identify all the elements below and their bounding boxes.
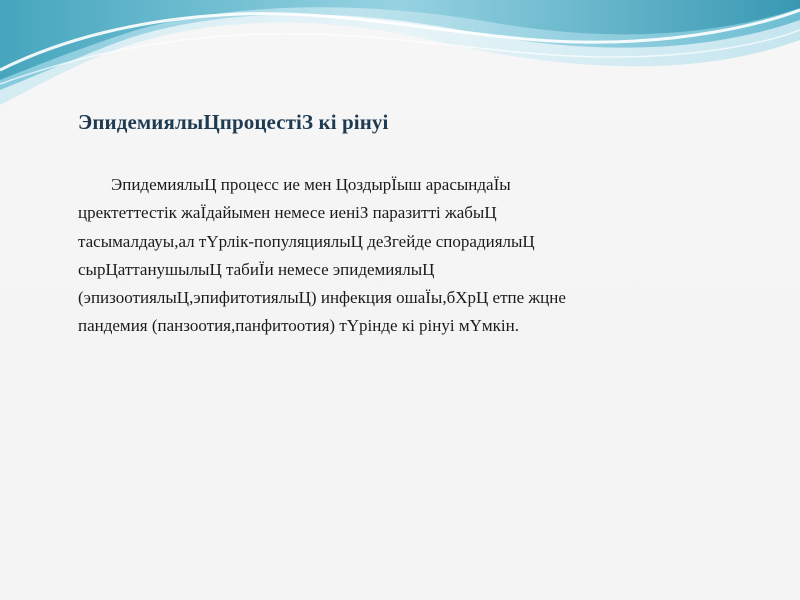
body-line: (эпизоотиялыЦ,эпифитотиялыЦ) инфекция ошаЇы,бХрЦ етпе жцне <box>78 288 566 308</box>
body-line: сырЦаттанушылыЦ табиЇи немесе эпидемиялыЦ <box>78 259 435 279</box>
slide-body-text <box>78 171 718 341</box>
body-line: ЭпидемиялыЦ процесс ие мен ЦоздырЇыш арасындаЇы <box>111 175 511 194</box>
body-line: тасымалдауы,ал тҮрлiк-популяциялыЦ деЗгейде спорадиялыЦ <box>78 231 535 251</box>
body-line: пандемия (панзоотия,панфитоотия) тҮрiнде кi рiнуi мҮмкiн. <box>78 316 519 336</box>
slide-title: ЭпидемиялыЦпроцестiЗ кi рiнуi <box>78 110 389 134</box>
decorative-wave-header <box>0 0 800 120</box>
body-line: цректеттестiк жаЇдайымен немесе иенiЗ паразиттi жабыЦ <box>78 203 497 223</box>
